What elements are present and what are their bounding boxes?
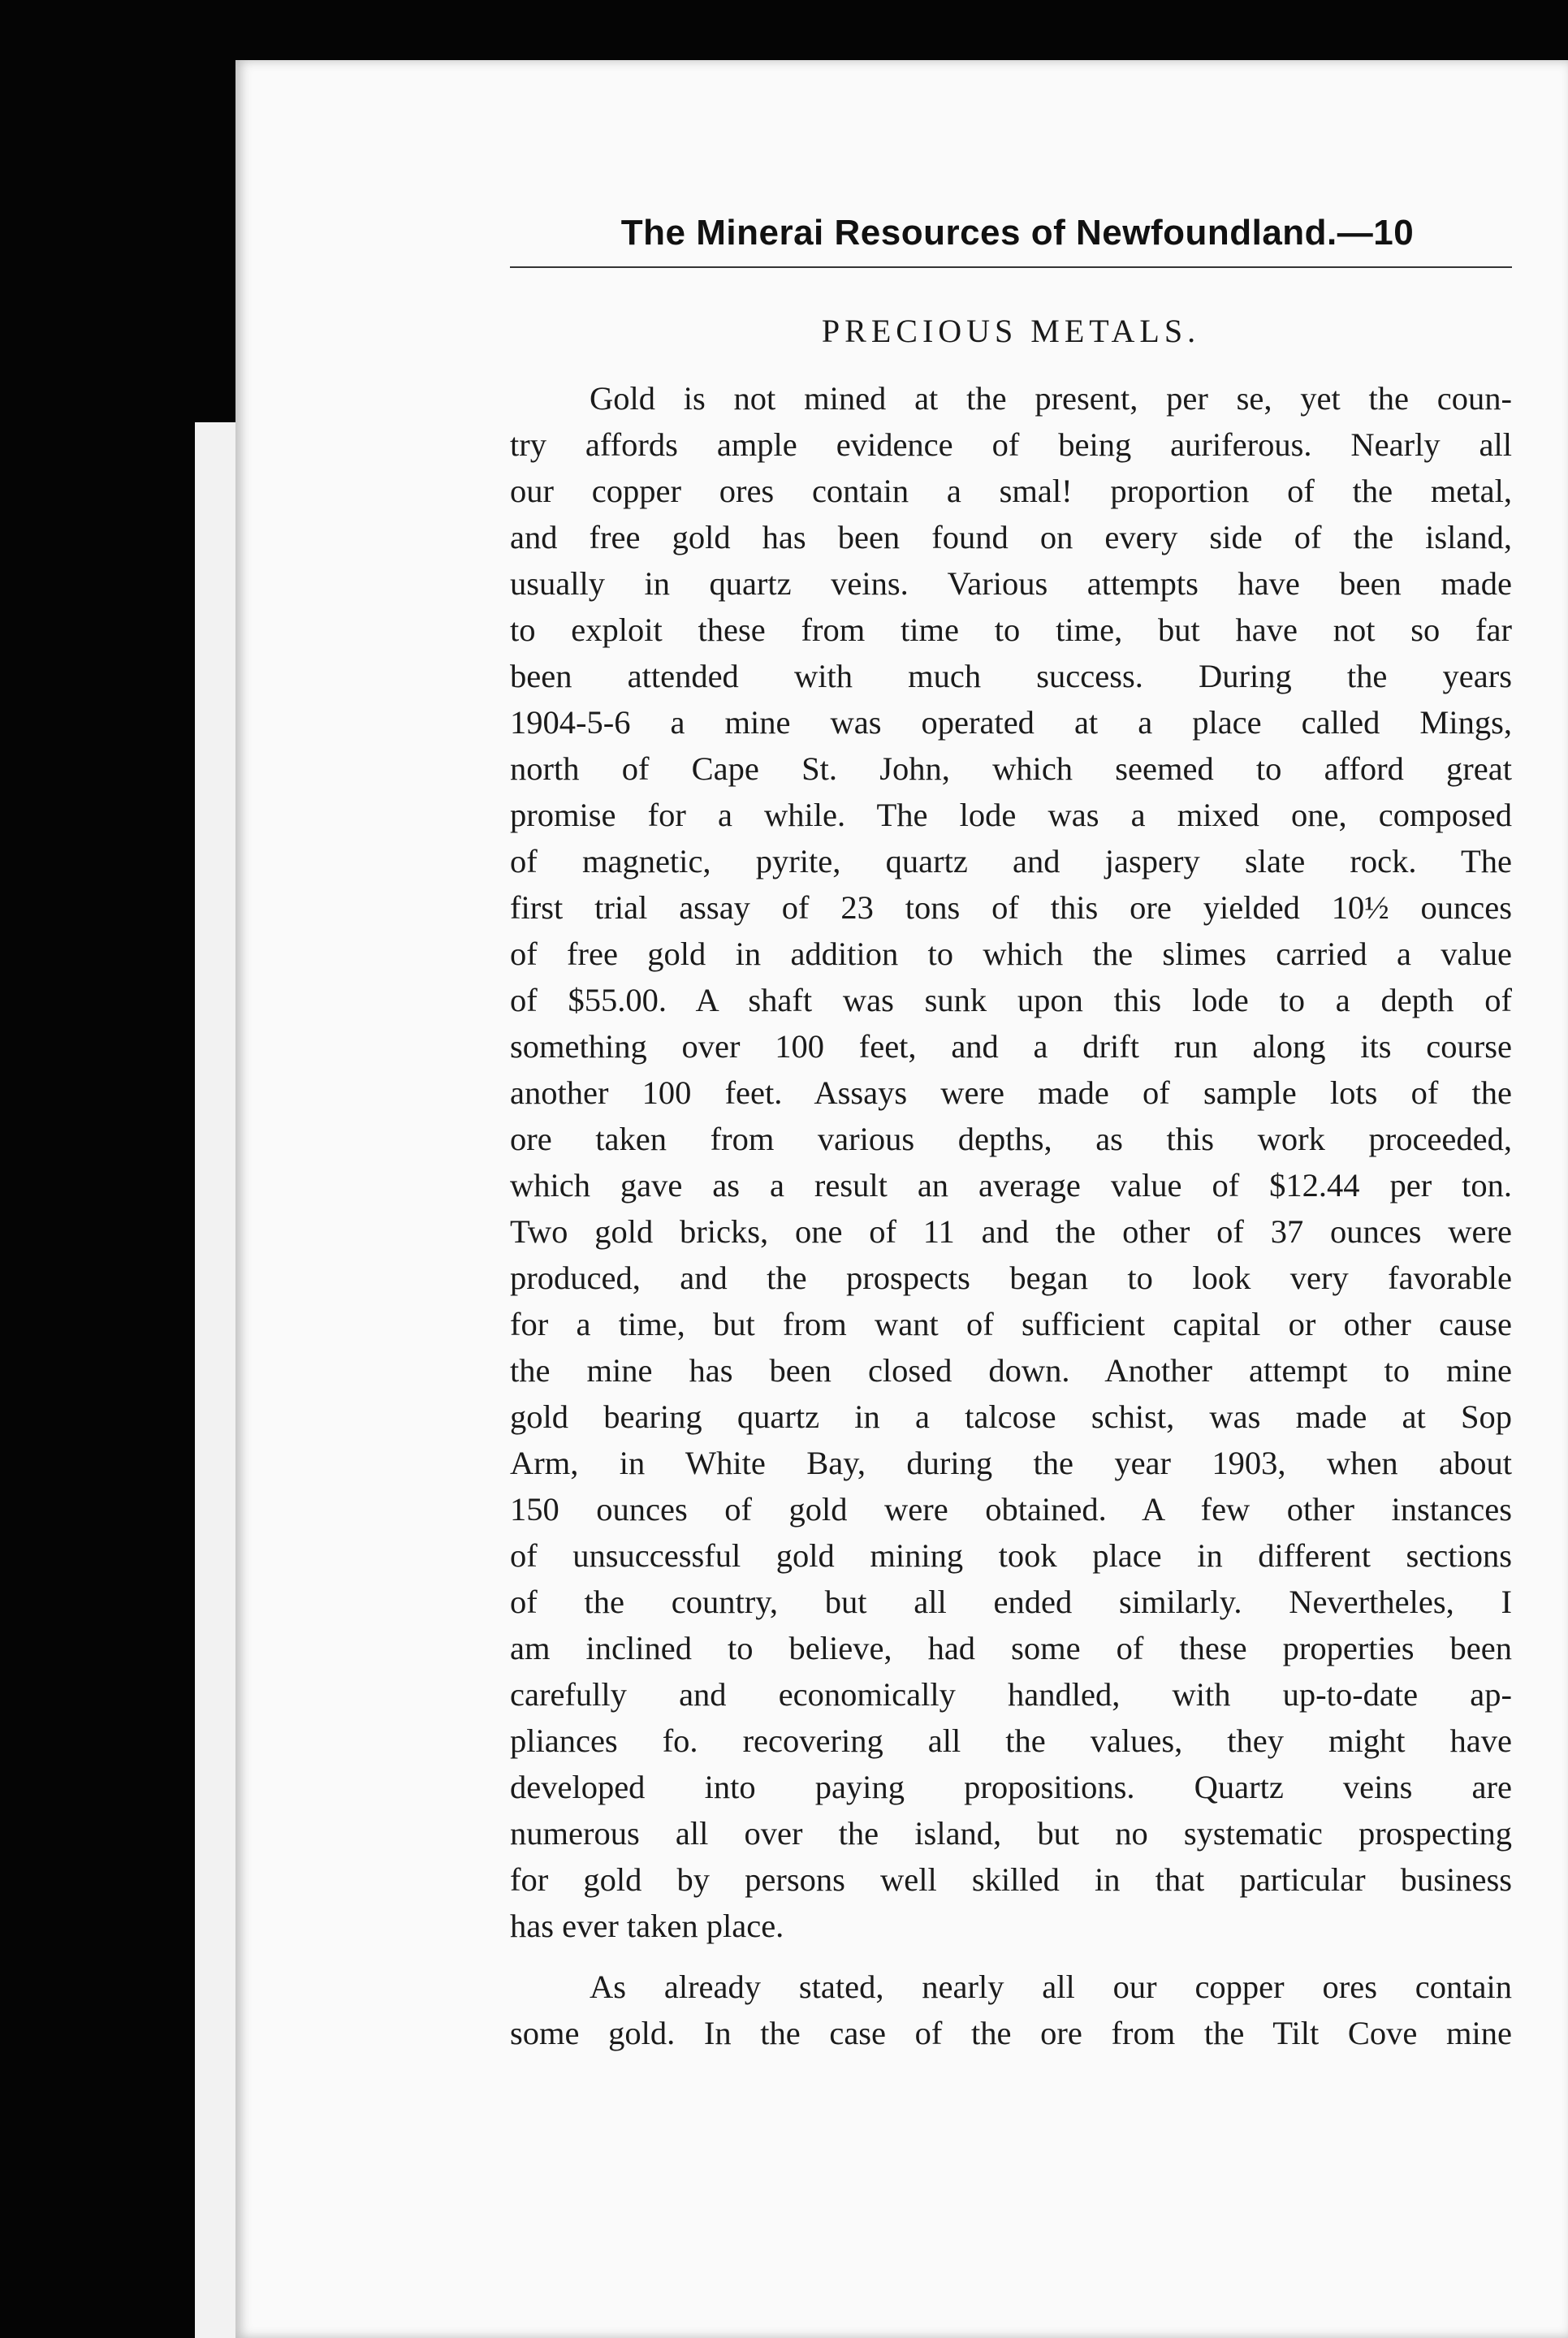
paragraph-gold: [510, 375, 1512, 1949]
text-line: and free gold has been found on every side of the island,: [510, 519, 1512, 555]
text-line: been attended with much success. During the years: [510, 658, 1512, 694]
text-line: gold bearing quartz in a talcose schist, was made at Sop: [510, 1398, 1512, 1435]
text-line: of unsuccessful gold mining took place in different sections: [510, 1537, 1512, 1574]
text-line: pliances fo. recovering all the values, they might have: [510, 1722, 1512, 1759]
section-title: PRECIOUS METALS.: [821, 313, 1201, 349]
text-line: As already stated, nearly all our copper ores contain: [590, 1969, 1512, 2005]
text-line: Arm, in White Bay, during the year 1903, when about: [510, 1445, 1512, 1481]
text-line: our copper ores contain a smal! proportion of the metal,: [510, 473, 1512, 509]
text-line: Two gold bricks, one of 11 and the other of 37 ounces were: [510, 1213, 1512, 1250]
paragraph-copper: [510, 1964, 1512, 2056]
text-line: of the country, but all ended similarly. Nevertheles, I: [510, 1584, 1512, 1620]
text-line: first trial assay of 23 tons of this ore yielded 10½ ounces: [510, 889, 1512, 926]
text-line: another 100 feet. Assays were made of sample lots of the: [510, 1074, 1512, 1111]
text-line: promise for a while. The lode was a mixed one, composed: [510, 797, 1512, 833]
text-line: am inclined to believe, had some of these properties been: [510, 1630, 1512, 1666]
text-line: Gold is not mined at the present, per se, yet the coun-: [590, 380, 1512, 417]
text-line: north of Cape St. John, which seemed to afford great: [510, 750, 1512, 787]
text-line: the mine has been closed down. Another attempt to mine: [510, 1352, 1512, 1389]
text-line: 1904-5-6 a mine was operated at a place called Mings,: [510, 704, 1512, 741]
text-line: which gave as a result an average value of $12.44 per ton.: [510, 1167, 1512, 1204]
text-line: for gold by persons well skilled in that particular business: [510, 1861, 1512, 1898]
text-line: has ever taken place.: [510, 1908, 784, 1944]
text-line: for a time, but from want of sufficient capital or other cause: [510, 1306, 1512, 1342]
header-rule: [510, 266, 1512, 268]
body-text: [510, 375, 1512, 2056]
text-line: try affords ample evidence of being auriferous. Nearly all: [510, 426, 1512, 463]
text-line: produced, and the prospects began to look very favorable: [510, 1260, 1512, 1296]
text-line: of magnetic, pyrite, quartz and jaspery slate rock. The: [510, 843, 1512, 879]
running-header: The Minerai Resources of Newfoundland.—10: [620, 213, 1415, 253]
text-line: something over 100 feet, and a drift run along its course: [510, 1028, 1512, 1065]
text-line: developed into paying propositions. Quartz veins are: [510, 1769, 1512, 1805]
text-line: 150 ounces of gold were obtained. A few other instances: [510, 1491, 1512, 1528]
text-line: usually in quartz veins. Various attempts have been made: [510, 565, 1512, 602]
text-line: numerous all over the island, but no systematic prospecting: [510, 1815, 1512, 1852]
text-line: some gold. In the case of the ore from the Tilt Cove mine: [510, 2015, 1512, 2051]
text-line: of $55.00. A shaft was sunk upon this lode to a depth of: [510, 982, 1512, 1018]
text-line: to exploit these from time to time, but have not so far: [510, 612, 1512, 648]
text-line: carefully and economically handled, with up-to-date ap-: [510, 1676, 1512, 1713]
text-line: ore taken from various depths, as this work proceeded,: [510, 1121, 1512, 1157]
text-line: of free gold in addition to which the slimes carried a value: [510, 936, 1512, 972]
